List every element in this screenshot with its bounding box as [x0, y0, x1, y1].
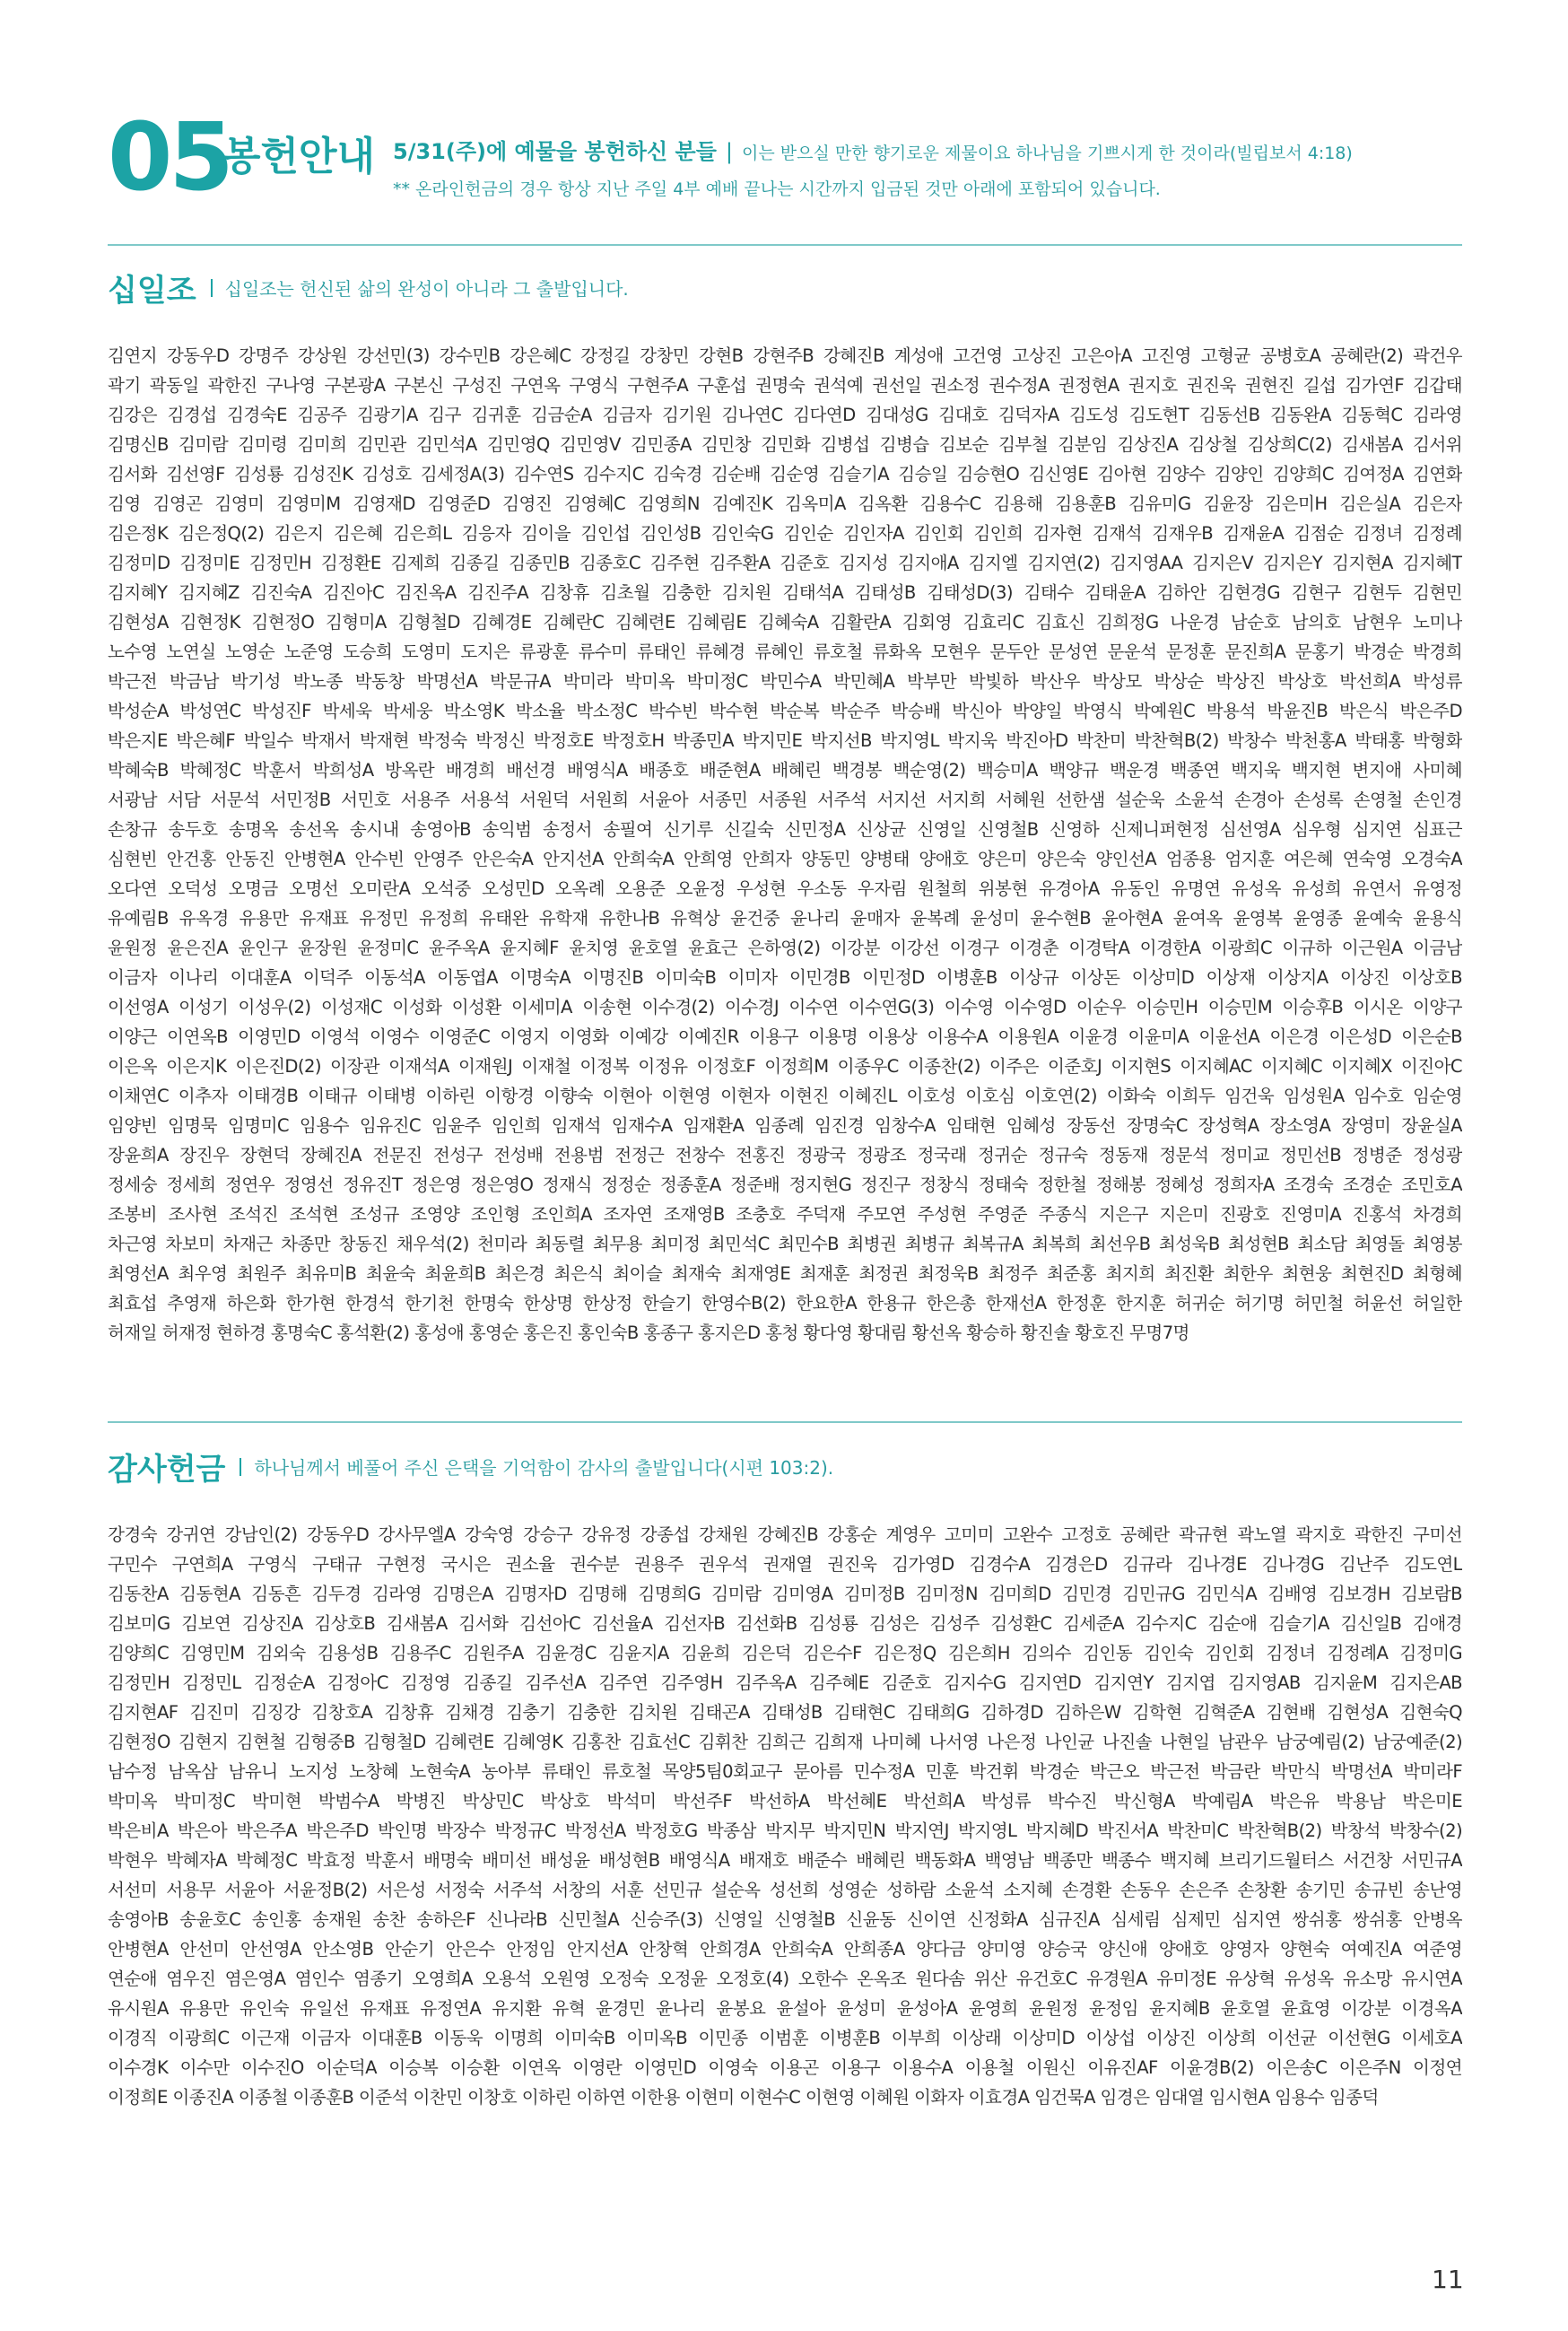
name-line: 안병현A 안선미 안선영A 안소영B 안순기 안은수 안정임 안지선A 안창혁 안희경A 안희숙A 안희종A 양다금 양미영 양승국 양신애 양애호 양영자 양현숙 여예진A 여준영	[108, 1939, 1462, 1960]
thanks-name-list	[108, 1520, 1462, 2112]
heading-separator	[211, 279, 213, 297]
thanks-heading	[108, 1445, 1462, 1497]
name-line: 김은정K 김은정Q(2) 김은지 김은혜 김은희L 김응자 김이을 김인섭 김인성B 김인숙G 김인순 김인자A 김인회 김인희 김자현 김재석 김재우B 김재윤A 김점순 김정녀 김정례	[108, 523, 1462, 544]
name-line: 김정민H 김정민L 김정순A 김정아C 김정영 김종길 김주선A 김주연 김주영H 김주옥A 김주혜E 김준호 김지수G 김지연D 김지연Y 김지엽 김지영AB 김지윤M 김지은AB	[108, 1672, 1462, 1693]
name-line: 이양근 이연옥B 이영민D 이영석 이영수 이영준C 이영지 이영화 이예강 이예진R 이용구 이용명 이용상 이용수A 이용원A 이윤경 이윤미A 이윤선A 이은경 이은성D 이은순B	[108, 1026, 1462, 1047]
name-line: 오다연 오덕성 오명금 오명선 오미란A 오석중 오성민D 오옥례 오용준 오윤정 우성현 우소동 우자림 원철희 위봉현 유경아A 유동인 유명연 유성옥 유성희 유연서 유영정	[108, 878, 1462, 899]
tithe-title: 십일조	[108, 273, 196, 309]
name-line: 정세숭 정세희 정연우 정영선 정유진T 정은영 정은영O 정재식 정정순 정종훈A 정준배 정지현G 정진구 정창식 정태숙 정한철 정해봉 정혜성 정희자A 조경숙 조경순 조민호A	[108, 1174, 1462, 1195]
name-line: 김강은 김경섭 김경숙E 김공주 김광기A 김구 김귀훈 김금순A 김금자 김기원 김나연C 김다연D 김대성G 김대호 김덕자A 김도성 김도현T 김동선B 김동완A 김동혁C 김라영	[108, 405, 1462, 425]
thanks-section	[108, 1445, 1462, 2112]
name-line: 김영 김영곤 김영미 김영미M 김영재D 김영준D 김영진 김영혜C 김영희N 김예진K 김옥미A 김옥환 김용수C 김용해 김용훈B 김유미G 김윤장 김은미H 김은실A 김은자	[108, 493, 1462, 514]
name-line: 최영선A 최우영 최원주 최유미B 최윤숙 최윤희B 최은경 최은식 최이슬 최재숙 최재영E 최재훈 최정권 최정욱B 최정주 최준홍 최지희 최진환 최한우 최현웅 최현진D 최형혜	[108, 1263, 1462, 1284]
name-line: 장윤희A 장진우 장현덕 장혜진A 전문진 전성구 전성배 전용범 전정근 전창수 전홍진 정광국 정광조 정국래 정귀순 정규숙 정동재 정문석 정미교 정민선B 정병준 정성광	[108, 1145, 1462, 1166]
name-line: 박현우 박혜자A 박혜정C 박효정 박훈서 배명숙 배미선 배성윤 배성현B 배영식A 배재호 배준수 배혜린 백동화A 백영남 백종만 백종수 백지혜 브리기드월터스 서건창 서민규A	[108, 1850, 1462, 1871]
name-line: 강경숙 강귀연 강남인(2) 강동우D 강사무엘A 강숙영 강승구 강유정 강종섭 강채원 강혜진B 강홍순 계영우 고미미 고완수 고정호 공혜란 곽규현 곽노열 곽지호 곽한진 구미선	[108, 1524, 1462, 1545]
section-divider-top	[108, 244, 1462, 246]
name-line: 이채연C 이추자 이태경B 이태규 이태병 이하린 이항경 이향숙 이현아 이현영 이현자 이현진 이혜진L 이호성 이호심 이호연(2) 이화숙 이희두 임건욱 임성원A 임수호 임순영	[108, 1086, 1462, 1106]
tithe-section	[108, 266, 1462, 1348]
name-line: 차근영 차보미 차재근 차종만 창동진 채우석(2) 천미라 최동렬 최무용 최미정 최민석C 최민수B 최병권 최병규 최복규A 최복희 최선우B 최성욱B 최성현B 최소담 최영돌 최영봉	[108, 1234, 1462, 1254]
name-line: 남수정 남옥삼 남유니 노지성 노창혜 노현숙A 농아부 류태인 류호철 목양5팀0회교구 문아름 민수정A 민훈 박건휘 박경순 박근오 박근전 박금란 박만식 박명선A 박미라F	[108, 1761, 1462, 1782]
name-line: 곽기 곽동일 곽한진 구나영 구본광A 구본신 구성진 구연옥 구영식 구현주A 구훈섭 권명숙 권석예 권선일 권소정 권수정A 권정현A 권지호 권진욱 권현진 길섭 김가연F 김갑태	[108, 375, 1462, 396]
name-line: 허재일 허재정 현하경 홍명숙C 홍석환(2) 홍성애 홍영순 홍은진 홍인숙B 홍종구 홍지은D 홍청 황다영 황대림 황선옥 황승하 황진솔 황호진 무명7명	[108, 1323, 1189, 1343]
name-line: 송영아B 송윤호C 송인홍 송재원 송찬 송하은F 신나라B 신민철A 신승주(3) 신영일 신영철B 신윤동 신이연 신정화A 심규진A 심세림 심제민 심지연 쌍쉬홍 쌍쉬홍 안병옥	[108, 1909, 1462, 1930]
name-line: 서선미 서용무 서윤아 서윤정B(2) 서은성 서정숙 서주석 서창의 서훈 선민규 설순옥 성선희 성영순 성하람 소윤석 소지혜 손경환 손동우 손은주 손창환 송기민 송규빈 송난영	[108, 1880, 1462, 1900]
name-line: 박은비A 박은아 박은주A 박은주D 박인명 박장수 박정규C 박정선A 박정호G 박종삼 박지무 박지민N 박지연J 박지영L 박지혜D 박진서A 박찬미C 박찬혁B(2) 박창석 박창수(2)	[108, 1820, 1462, 1841]
section-number: 05	[108, 102, 231, 212]
header-verse: 이는 받으실 만한 향기로운 제물이요 하나님을 기쁘시게 한 것이라(빌립보서 4:18)	[741, 144, 1353, 163]
name-line: 김정미D 김정미E 김정민H 김정환E 김제희 김종길 김종민B 김종호C 김주현 김주환A 김준호 김지성 김지애A 김지엘 김지연(2) 김지영AA 김지은V 김지은Y 김지현A 김지혜T	[108, 553, 1462, 573]
section-title: 봉헌안내	[222, 134, 376, 179]
name-line: 박성순A 박성연C 박성진F 박세욱 박세웅 박소영K 박소율 박소정C 박수빈 박수현 박순복 박순주 박승배 박신아 박양일 박영식 박예원C 박용석 박윤진B 박은식 박은주D	[108, 701, 1462, 721]
name-line: 박혜숙B 박혜정C 박훈서 박희성A 방옥란 배경희 배선경 배영식A 배종호 배준현A 배혜린 백경봉 백순영(2) 백승미A 백양규 백운경 백종연 백지욱 백지현 변지애 사미혜	[108, 760, 1462, 781]
name-line: 유시원A 유용만 유인숙 유일선 유재표 유정연A 유지환 유혁 윤경민 윤나리 윤봉요 윤설아 윤성미 윤성아A 윤영희 윤원정 윤정임 윤지혜B 윤호열 윤효영 이강분 이경옥A	[108, 1998, 1462, 2019]
tithe-name-list	[108, 341, 1462, 1348]
name-line: 김현성A 김현정K 김현정O 김형미A 김형철D 김혜경E 김혜란C 김혜련E 김혜림E 김혜숙A 김활란A 김회영 김효리C 김효신 김희정G 나운경 남순호 남의호 남현우 노미나	[108, 612, 1462, 633]
name-line: 이경직 이광희C 이근재 이금자 이대훈B 이동욱 이명희 이미숙B 이미옥B 이민종 이범훈 이병훈B 이부희 이상래 이상미D 이상섭 이상진 이상희 이선균 이선현G 이세호A	[108, 2028, 1462, 2048]
name-line: 김명신B 김미람 김미령 김미희 김민관 김민석A 김민영Q 김민영V 김민종A 김민창 김민화 김병섭 김병습 김보순 김부철 김분임 김상진A 김상철 김상희C(2) 김새봄A 김서위	[108, 434, 1462, 455]
heading-separator	[240, 1458, 241, 1476]
header-main-line	[393, 136, 1353, 169]
name-line: 이선영A 이성기 이성우(2) 이성재C 이성화 이성환 이세미A 이송현 이수경(2) 이수경J 이수연 이수연G(3) 이수영 이수영D 이순우 이승민H 이승민M 이승후B 이시온 이양구	[108, 997, 1462, 1017]
name-line: 노수영 노연실 노영순 노준영 도승희 도영미 도지은 류광훈 류수미 류태인 류혜경 류혜인 류호철 류화옥 모현우 문두안 문성연 문운석 문정훈 문진희A 문홍기 박경순 박경희	[108, 642, 1462, 662]
section-divider-middle	[108, 1421, 1462, 1423]
name-line: 김양희C 김영민M 김외숙 김용성B 김용주C 김원주A 김윤경C 김윤지A 김윤희 김은덕 김은수F 김은정Q 김은희H 김의수 김인동 김인숙 김인회 김정녀 김정례A 김정미G	[108, 1643, 1462, 1663]
page-header	[108, 102, 1462, 212]
name-line: 연순애 염우진 염은영A 염인수 염종기 오영희A 오용석 오원영 오정숙 오정윤 오정호(4) 오한수 온옥조 원다솜 위산 유건호C 유경원A 유미정E 유상혁 유성옥 유소망 유시연A	[108, 1969, 1462, 1989]
thanks-description: 하나님께서 베풀어 주신 은택을 기억함이 감사의 출발입니다(시편 103:2).	[254, 1457, 834, 1479]
name-line: 김보미G 김보연 김상진A 김상호B 김새봄A 김서화 김선아C 김선율A 김선자B 김선화B 김성룡 김성은 김성주 김성환C 김세준A 김수지C 김순애 김슬기A 김신일B 김애경	[108, 1613, 1462, 1634]
name-line: 이은옥 이은지K 이은진D(2) 이장관 이재석A 이재원J 이재철 이정복 이정유 이정호F 이정희M 이종우C 이종찬(2) 이주은 이준호J 이지현S 이지혜AC 이지혜C 이지혜X 이진아C	[108, 1056, 1462, 1077]
name-line: 이수경K 이수만 이수진O 이순덕A 이승복 이승환 이연옥 이영란 이영민D 이영숙 이용곤 이용구 이용수A 이용철 이원신 이유진AF 이윤경B(2) 이은송C 이은주N 이정연	[108, 2057, 1462, 2078]
name-line: 김지혜Y 김지혜Z 김진숙A 김진아C 김진옥A 김진주A 김창휴 김초월 김충한 김치원 김태석A 김태성B 김태성D(3) 김태수 김태윤A 김하안 김현경G 김현구 김현두 김현민	[108, 582, 1462, 603]
name-line: 조봉비 조사현 조석진 조석현 조성규 조영양 조인형 조인희A 조자연 조재영B 조충호 주덕재 주모연 주성현 주영준 주종식 지은구 지은미 진광호 진영미A 진홍석 차경희	[108, 1204, 1462, 1225]
name-line: 손창규 송두호 송명옥 송선옥 송시내 송영아B 송익범 송정서 송필여 신기루 신길숙 신민정A 신상균 신영일 신영철B 신영하 신제니퍼현정 심선영A 심우형 심지연 심표근	[108, 819, 1462, 840]
name-line: 박은지E 박은혜F 박일수 박재서 박재현 박정숙 박정신 박정호E 박정호H 박종민A 박지민E 박지선B 박지영L 박지욱 박진아D 박찬미 박찬혁B(2) 박창수 박천홍A 박태홍 박형화	[108, 730, 1462, 751]
header-note: ** 온라인헌금의 경우 항상 지난 주일 4부 예배 끝나는 시간까지 입금된 것만 아래에 포함되어 있습니다.	[393, 179, 1161, 199]
name-line: 최효섭 추영재 하은화 한가현 한경석 한기천 한명숙 한상명 한상정 한슬기 한영수B(2) 한요한A 한용규 한은총 한재선A 한정훈 한지훈 허귀순 허기명 허민철 허윤선 허일한	[108, 1293, 1462, 1314]
tithe-description: 십일조는 헌신된 삶의 완성이 아니라 그 출발입니다.	[224, 278, 629, 300]
header-subtitle: 5/31(주)에 예물을 봉헌하신 분들	[393, 139, 717, 164]
name-line: 구민수 구연희A 구영식 구태규 구현정 국시은 권소율 권수분 권용주 권우석 권재열 권진욱 김가영D 김경수A 김경은D 김규라 김나경E 김나경G 김난주 김도연L	[108, 1554, 1462, 1575]
header-separator: |	[725, 139, 733, 164]
tithe-heading	[108, 266, 1462, 318]
name-line: 박미옥 박미정C 박미현 박범수A 박병진 박상민C 박상호 박석미 박선주F 박선하A 박선혜E 박선희A 박성류 박수진 박신형A 박예림A 박은유 박용남 박은미E	[108, 1791, 1462, 1812]
name-line: 김지현AF 김진미 김징강 김창호A 김창휴 김채경 김충기 김충한 김치원 김태곤A 김태성B 김태현C 김태희G 김하경D 김하은W 김학현 김혁준A 김현배 김현성A 김현숙Q	[108, 1702, 1462, 1723]
name-line: 이금자 이나리 이대훈A 이덕주 이동석A 이동엽A 이명숙A 이명진B 이미숙B 이미자 이민경B 이민정D 이병훈B 이상규 이상돈 이상미D 이상재 이상지A 이상진 이상호B	[108, 967, 1462, 988]
name-line: 박근전 박금남 박기성 박노종 박동창 박명선A 박문규A 박미라 박미옥 박미정C 박민수A 박민혜A 박부만 박빛하 박산우 박상모 박상순 박상진 박상호 박선희A 박성류	[108, 671, 1462, 692]
thanks-title: 감사헌금	[108, 1452, 226, 1488]
name-line: 김서화 김선영F 김성룡 김성진K 김성호 김세정A(3) 김수연S 김수지C 김숙경 김순배 김순영 김슬기A 김승일 김승현O 김신영E 김아현 김양수 김양인 김양희C 김여정A 김연화	[108, 464, 1462, 485]
page-number: 11	[1432, 2265, 1464, 2294]
name-line: 유예림B 유옥경 유용만 유재표 유정민 유정희 유태완 유학재 유한나B 유혁상 윤건중 윤나리 윤매자 윤복례 윤성미 윤수현B 윤아현A 윤여옥 윤영복 윤영종 윤예숙 윤용식	[108, 908, 1462, 929]
name-line: 임양빈 임명묵 임명미C 임용수 임유진C 임윤주 임인희 임재석 임재수A 임재환A 임종례 임진경 임창수A 임태현 임혜성 장동선 장명숙C 장성혁A 장소영A 장영미 장윤실A	[108, 1115, 1462, 1136]
name-line: 이정희E 이종진A 이종철 이종훈B 이준석 이찬민 이창호 이하린 이하연 이한용 이현미 이현수C 이현영 이혜원 이화자 이효경A 임건묵A 임경은 임대열 임시현A 임용수 임종덕	[108, 2087, 1379, 2108]
name-line: 심현빈 안건홍 안동진 안병현A 안수빈 안영주 안은숙A 안지선A 안희숙A 안희영 안희자 양동민 양병태 양애호 양은미 양은숙 양인선A 엄종용 엄지훈 여은혜 연숙영 오경숙A	[108, 849, 1462, 869]
name-line: 김동찬A 김동현A 김동흔 김두경 김라영 김명은A 김명자D 김명해 김명희G 김미람 김미영A 김미정B 김미정N 김미희D 김민경 김민규G 김민식A 김배영 김보경H 김보람B	[108, 1584, 1462, 1604]
name-line: 김연지 강동우D 강명주 강상원 강선민(3) 강수민B 강은혜C 강정길 강창민 강현B 강현주B 강혜진B 계성애 고건영 고상진 고은아A 고진영 고형균 공병호A 공혜란(2) 곽건우	[108, 345, 1462, 366]
name-line: 김현정O 김현지 김현철 김형중B 김형철D 김혜련E 김혜영K 김홍찬 김효선C 김휘찬 김희근 김희재 나미혜 나서영 나은정 나인균 나진솔 나현일 남관우 남궁예림(2) 남궁예준(2)	[108, 1732, 1462, 1752]
name-line: 윤원정 윤은진A 윤인구 윤장원 윤정미C 윤주옥A 윤지혜F 윤치영 윤호열 윤효근 은하영(2) 이강분 이강선 이경구 이경춘 이경탁A 이경한A 이광희C 이규하 이근원A 이금남	[108, 938, 1462, 958]
name-line: 서광남 서담 서문석 서민정B 서민호 서용주 서용석 서원덕 서원희 서윤아 서종민 서종원 서주석 서지선 서지희 서혜원 선한샘 설순욱 소윤석 손경아 손성록 손영철 손인경	[108, 790, 1462, 810]
